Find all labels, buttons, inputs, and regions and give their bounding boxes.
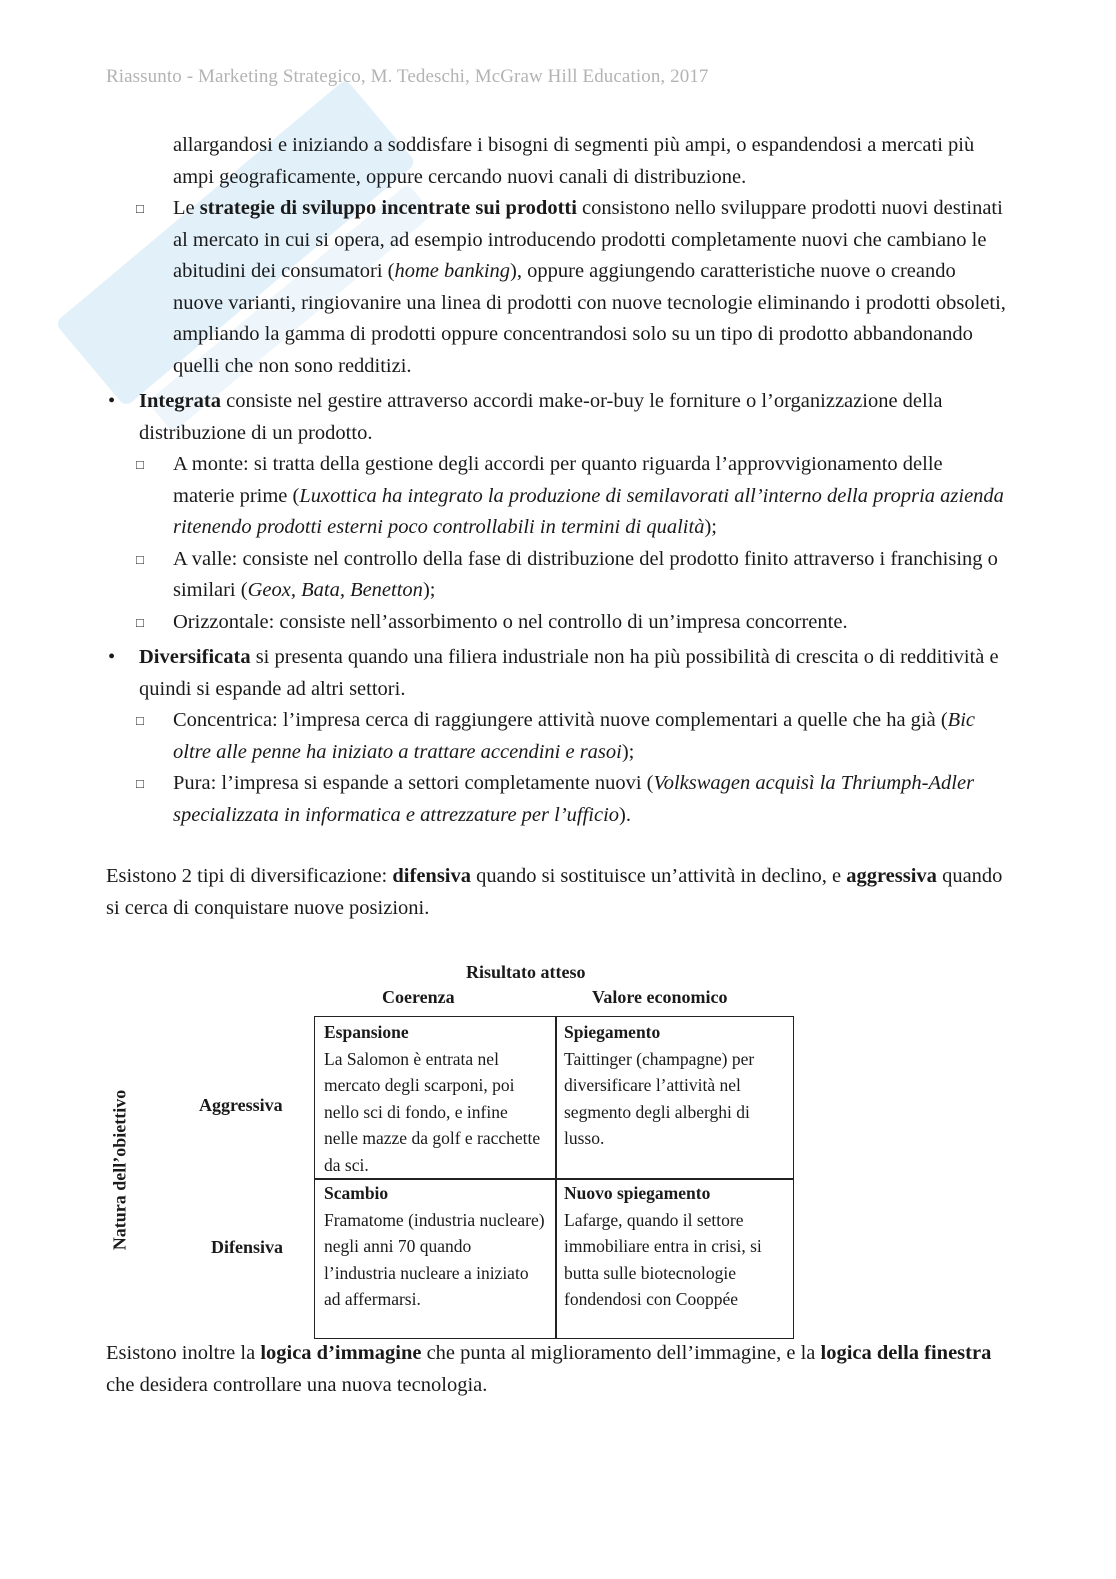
diversification-types-paragraph: Esistono 2 tipi di diversificazione: difensiva quando si sostituisce un’attività in declino, e aggressiva quando si cerca di conquistare nuove posizioni.	[106, 865, 1003, 919]
square-bullet-icon: □	[136, 551, 144, 567]
list-item: □ Le strategie di sviluppo incentrate sui prodotti consistono nello sviluppare prodotti nuovi destinati al mercato in cui si opera, ad esempio introducendo prodotti completamente nuovi che cambiano le abitudini dei consumatori (home banking), oppure aggiungendo caratteristiche nuove o creando nuove varianti, ringiovanire una linea di prodotti con nuove tecnologie eliminando i prodotti obsoleti, ampliando la gamma di prodotti oppure concentrandosi solo su un tipo di prodotto abbandonando quelli che non sono redditizi.	[106, 193, 1006, 382]
list-item: □ Orizzontale: consiste nell’assorbimento o nel controllo di un’impresa concorrente.	[106, 607, 1006, 639]
main-content	[106, 130, 1006, 924]
matrix-cell: Spiegamento Taittinger (champagne) per diversificare l’attività nel segmento degli alberghi di lusso.	[564, 1022, 755, 1148]
matrix-side-title: Natura dell’obiettivo	[109, 1089, 130, 1251]
square-bullet-icon: □	[136, 776, 144, 791]
matrix-row-header: Aggressiva	[199, 1095, 283, 1115]
list-item: □ A monte: si tratta della gestione degli accordi per quanto riguarda l’approvvigionamento delle materie prime (Luxottica ha integrato la produzione di semilavorati all’interno della propria azienda ritenendo prodotti esterni poco controllabili in termini di qualità);	[106, 449, 1006, 544]
page-header: Riassunto - Marketing Strategico, M. Tedeschi, McGraw Hill Education, 2017	[106, 66, 709, 87]
list-item: □ Pura: l’impresa si espande a settori completamente nuovi (Volkswagen acquisì la Thriumph-Adler specializzata in informatica e attrezzature per l’ufficio).	[106, 768, 1006, 831]
matrix-col-header: Valore economico	[592, 987, 728, 1007]
matrix-col-header: Coerenza	[382, 987, 455, 1007]
square-bullet-icon: □	[136, 457, 144, 472]
matrix-grid	[314, 1016, 794, 1339]
matrix-cell: Scambio Framatome (industria nucleare) negli anni 70 quando l’industria nucleare a iniziato ad affermarsi.	[324, 1183, 545, 1309]
continued-paragraph: allargandosi e iniziando a soddisfare i bisogni di segmenti più ampi, o espandendosi a mercati più ampi geograficamente, oppure cercando nuovi canali di distribuzione.	[173, 134, 975, 188]
square-bullet-icon: □	[136, 614, 144, 630]
square-bullet-icon: □	[136, 201, 144, 216]
square-bullet-icon: □	[136, 713, 144, 728]
list-item: • Integrata consiste nel gestire attraverso accordi make-or-buy le forniture o l’organizzazione della distribuzione di un prodotto.	[106, 386, 1006, 449]
bullet-dot-icon: •	[108, 390, 116, 412]
matrix-row-header: Difensiva	[211, 1237, 283, 1257]
list-item: □ Concentrica: l’impresa cerca di raggiungere attività nuove complementari a quelle che ha già (Bic oltre alle penne ha iniziato a trattare accendini e rasoi);	[106, 705, 1006, 768]
matrix-cell: Espansione La Salomon è entrata nel mercato degli scarponi, poi nello sci di fondo, e infine nelle mazze da golf e racchette da sci.	[324, 1022, 541, 1175]
list-item: • Diversificata si presenta quando una filiera industriale non ha più possibilità di crescita o di redditività e quindi si espande ad altri settori.	[106, 642, 1006, 705]
matrix-top-title: Risultato atteso	[466, 962, 586, 982]
list-item: □ A valle: consiste nel controllo della fase di distribuzione del prodotto finito attraverso i franchising o similari (Geox, Bata, Benetton);	[106, 544, 1006, 607]
final-paragraph: Esistono inoltre la logica d’immagine che punta al miglioramento dell’immagine, e la logica della finestra che desidera controllare una nuova tecnologia.	[106, 1342, 992, 1396]
matrix-cell: Nuovo spiegamento Lafarge, quando il settore immobiliare entra in crisi, si butta sulle biotecnologie fondendosi con Cooppée	[564, 1183, 762, 1309]
bullet-dot-icon: •	[108, 646, 116, 668]
